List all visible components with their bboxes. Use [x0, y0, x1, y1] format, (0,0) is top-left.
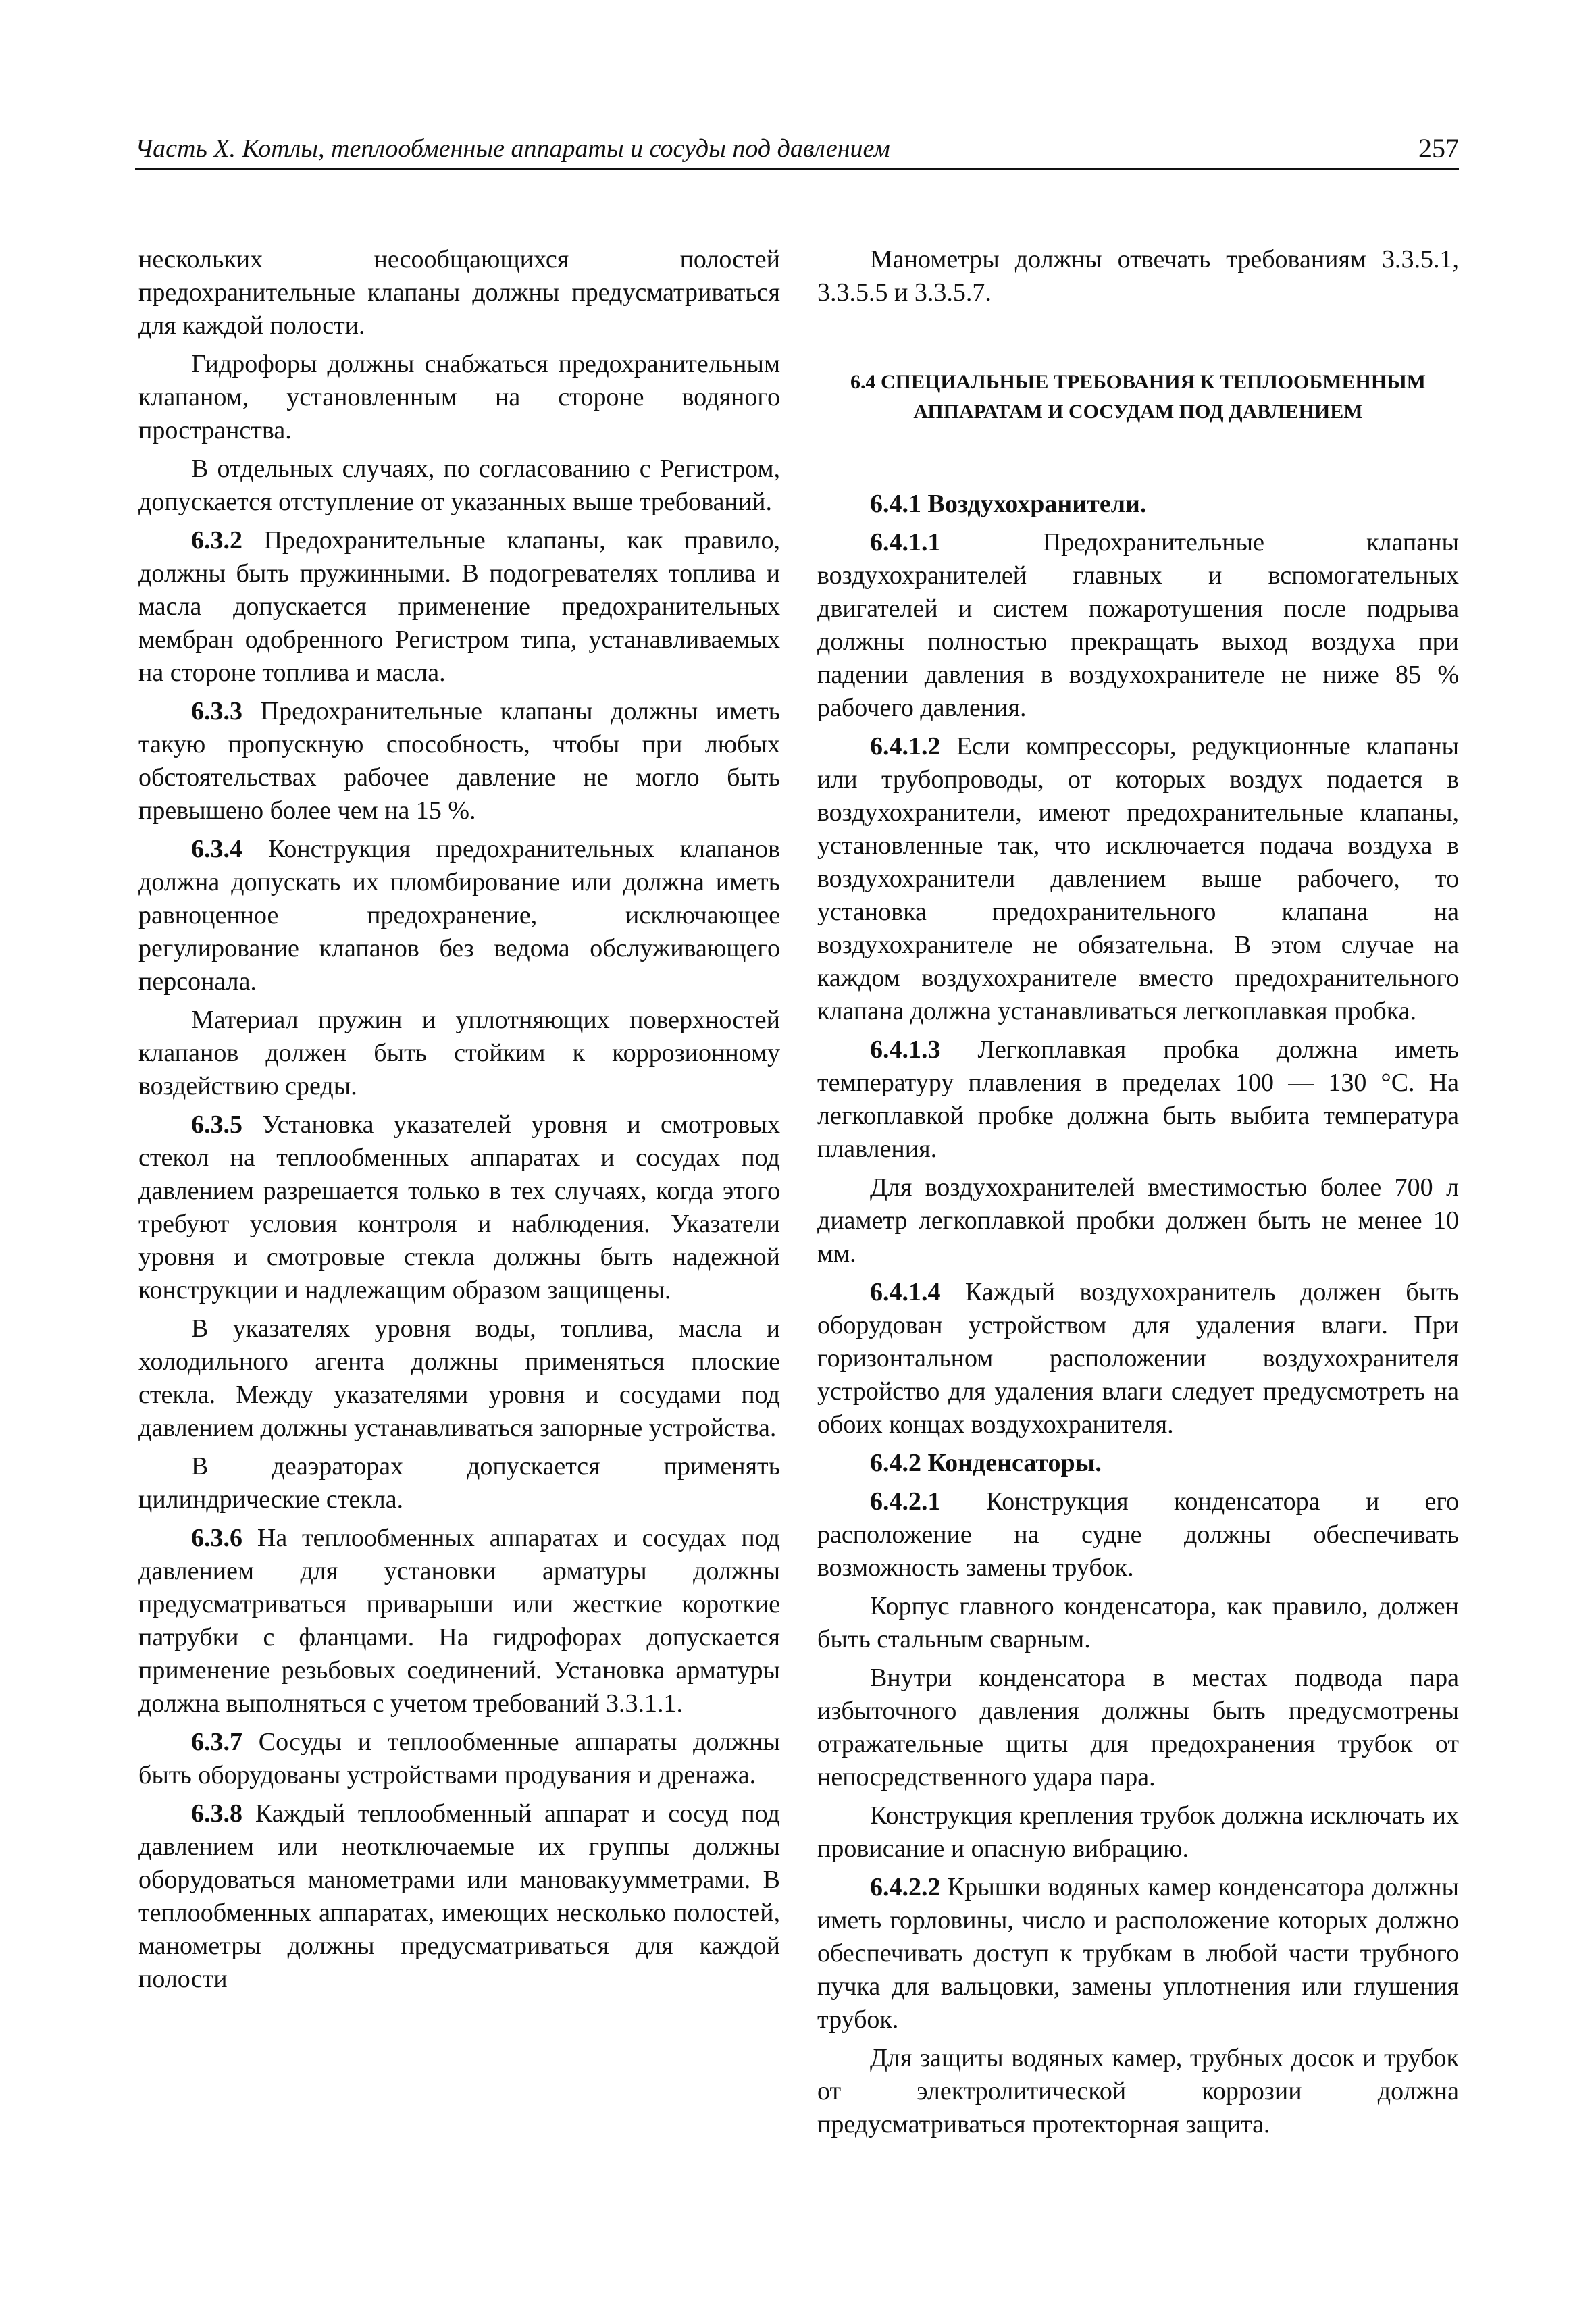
clause-number: 6.4.2.1 — [870, 1487, 941, 1516]
paragraph — [138, 1726, 780, 1792]
paragraph: Для воздухохранителей вместимостью более 700 л диаметр легкоплавкой пробки должен быть не менее 10 мм. — [817, 1173, 1459, 1268]
paragraph: В отдельных случаях, по согласованию с Регистром, допускается отступление от указанных выше требований. — [138, 455, 780, 516]
clause-text: Конструкция конденсатора и его расположение на судне должны обеспечивать возможность замены трубок. — [817, 1487, 1459, 1582]
section-heading: 6.4 СПЕЦИАЛЬНЫЕ ТРЕБОВАНИЯ К ТЕПЛООБМЕННЫМ АППАРАТАМ И СОСУДАМ ПОД ДАВЛЕНИЕМ — [850, 371, 1426, 423]
clause-text: Каждый воздухохранитель должен быть оборудован устройством для удаления влаги. При горизонтальном расположении воздухохранителя устройство для удаления влаги следует предусмотреть на обоих концах воздухохранителя. — [817, 1278, 1459, 1439]
clause-text: Установка указателей уровня и смотровых стекол на теплообменных аппаратах и сосудах под давлением разрешается только в тех случаях, когда этого требуют условия контроля и наблюдения. Указатели уровня и смотровые стекла должны быть надежной конструкции и надлежащим образом защищены. — [138, 1110, 780, 1304]
clause-text: Предохранительные клапаны должны иметь такую пропускную способность, чтобы при любых обстоятельствах рабочее давление не могло быть превышено более чем на 15 %. — [138, 697, 780, 825]
paragraph — [817, 1485, 1459, 1585]
paragraph — [817, 1276, 1459, 1441]
paragraph: Конструкция крепления трубок должна исключать их провисание и опасную вибрацию. — [817, 1801, 1459, 1863]
paragraph — [138, 1797, 780, 1996]
subsection-heading: 6.4.2 Конденсаторы. — [870, 1449, 1102, 1477]
clause-number: 6.4.1.2 — [870, 732, 941, 761]
paragraph — [138, 695, 780, 827]
paragraph — [817, 730, 1459, 1028]
paragraph: В указателях уровня воды, топлива, масла и холодильного агента должны применяться плоские стекла. Между указателями уровня и сосудами под давлением должны устанавливаться запорные устройства. — [138, 1314, 780, 1442]
right-column — [817, 243, 1459, 2147]
left-column — [138, 243, 780, 2001]
clause-number: 6.4.1.3 — [870, 1035, 941, 1064]
paragraph: Материал пружин и уплотняющих поверхностей клапанов должен быть стойким к коррозионному воздействию среды. — [138, 1006, 780, 1100]
clause-text: Предохранительные клапаны, как правило, должны быть пружинными. В подогревателях топлива и масла допускается применение предохранительных мембран одобренного Регистром типа, устанавливаемых на стороне топлива и масла. — [138, 526, 780, 687]
paragraph — [138, 1522, 780, 1720]
paragraph: Для защиты водяных камер, трубных досок и трубок от электролитической коррозии должна предусматриваться протекторная защита. — [817, 2044, 1459, 2138]
clause-number: 6.3.7 — [191, 1728, 242, 1756]
paragraph: Корпус главного конденсатора, как правило, должен быть стальным сварным. — [817, 1592, 1459, 1653]
clause-text: Предохранительные клапаны воздухохранителей главных и вспомогательных двигателей и систем пожаротушения после подрыва должны полностью прекращать выход воздуха при падении давления в воздухохранителе не ниже 85 % рабочего давления. — [817, 528, 1459, 722]
running-title: Часть X. Котлы, теплообменные аппараты и сосуды под давлением — [135, 134, 890, 163]
clause-number: 6.3.3 — [191, 697, 242, 725]
clause-number: 6.4.2.2 — [870, 1873, 941, 1901]
paragraph: нескольких несообщающихся полостей предохранительные клапаны должны предусматриваться для каждой полости. — [138, 245, 780, 340]
page-number: 257 — [1418, 133, 1459, 163]
clause-number: 6.3.2 — [191, 526, 242, 555]
clause-text: Каждый теплообменный аппарат и сосуд под давлением или неотключаемые их группы должны оборудоваться манометрами или мановакуумметрами. В теплообменных аппаратах, имеющих несколько полостей, манометры должны предусматриваться для каждой полости — [138, 1799, 780, 1993]
clause-number: 6.3.6 — [191, 1524, 242, 1552]
paragraph — [138, 524, 780, 690]
clause-number: 6.3.8 — [191, 1799, 242, 1828]
paragraph: Внутри конденсатора в местах подвода пара избыточного давления должны быть предусмотрены отражательные щиты для предохранения трубок от непосредственного удара пара. — [817, 1664, 1459, 1791]
clause-text: Сосуды и теплообменные аппараты должны быть оборудованы устройствами продувания и дренажа. — [138, 1728, 780, 1789]
paragraph: Манометры должны отвечать требованиям 3.3.5.1, 3.3.5.5 и 3.3.5.7. — [817, 245, 1459, 307]
paragraph: Гидрофоры должны снабжаться предохранительным клапаном, установленным на стороне водяного пространства. — [138, 350, 780, 444]
clause-text: Если компрессоры, редукционные клапаны или трубопроводы, от которых воздух подается в воздухохранители, имеют предохранительные клапаны, установленные так, что исключается подача воздуха в воздухохранители давлением выше рабочего, то установка предохранительного клапана на воздухохранителе не обязательна. В этом случае на каждом воздухохранителе вместо предохранительного клапана должна устанавливаться легкоплавкая пробка. — [817, 732, 1460, 1025]
subsection-heading: 6.4.1 Воздухохранители. — [870, 490, 1147, 518]
clause-text: На теплообменных аппаратах и сосудах под давлением для установки арматуры должны предусматриваться приварыши или жесткие короткие патрубки с фланцами. На гидрофорах допускается применение резьбовых соединений. Установка арматуры должна выполняться с учетом требований 3.3.1.1. — [138, 1524, 781, 1718]
paragraph — [817, 1871, 1459, 2036]
paragraph: В деаэраторах допускается применять цилиндрические стекла. — [138, 1452, 780, 1514]
clause-text: Крышки водяных камер конденсатора должны иметь горловины, число и расположение которых должно обеспечивать доступ к трубкам в любой части трубного пучка для вальцовки, замены уплотнения или глушения трубок. — [817, 1873, 1459, 2034]
paragraph — [817, 526, 1459, 725]
paragraph — [138, 833, 780, 998]
page-header — [135, 128, 1459, 170]
clause-number: 6.3.5 — [191, 1110, 242, 1139]
paragraph — [817, 1033, 1459, 1166]
clause-number: 6.4.1.4 — [870, 1278, 941, 1306]
clause-text: Конструкция предохранительных клапанов должна допускать их пломбирование или должна иметь равноценное предохранение, исключающее регулирование клапанов без ведома обслуживающего персонала. — [138, 835, 780, 996]
clause-number: 6.3.4 — [191, 835, 242, 863]
clause-text: Легкоплавкая пробка должна иметь температуру плавления в пределах 100 — 130 °С. На легкоплавкой пробке должна быть выбита температура плавления. — [817, 1035, 1459, 1163]
clause-number: 6.4.1.1 — [870, 528, 941, 557]
paragraph — [138, 1108, 780, 1307]
